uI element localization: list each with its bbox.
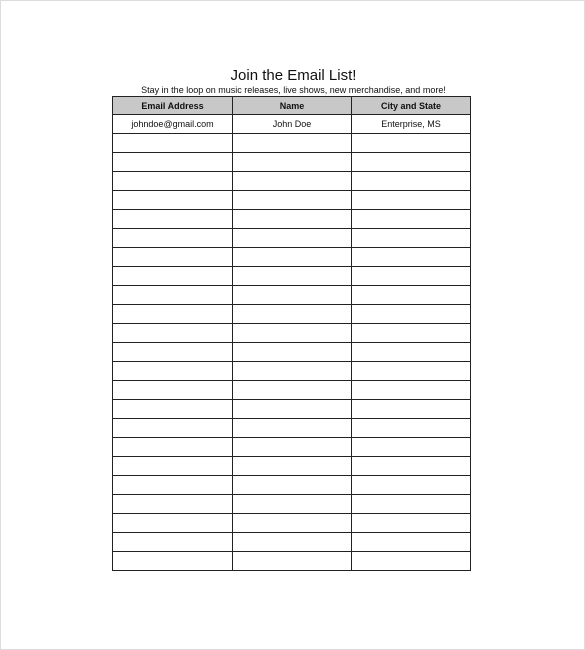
name-cell[interactable] (233, 514, 352, 533)
table-row (113, 267, 471, 286)
name-cell[interactable] (233, 248, 352, 267)
email-cell[interactable] (113, 362, 233, 381)
city-state-cell[interactable] (352, 343, 471, 362)
name-cell[interactable] (233, 305, 352, 324)
email-cell[interactable]: johndoe@gmail.com (113, 115, 233, 134)
table-row (113, 381, 471, 400)
city-state-cell[interactable] (352, 172, 471, 191)
city-state-cell[interactable]: Enterprise, MS (352, 115, 471, 134)
email-cell[interactable] (113, 191, 233, 210)
email-cell[interactable] (113, 457, 233, 476)
city-state-cell[interactable] (352, 495, 471, 514)
name-cell[interactable]: John Doe (233, 115, 352, 134)
city-state-cell[interactable] (352, 514, 471, 533)
email-cell[interactable] (113, 305, 233, 324)
email-cell[interactable] (113, 514, 233, 533)
city-state-cell[interactable] (352, 191, 471, 210)
city-state-cell[interactable] (352, 457, 471, 476)
city-state-cell[interactable] (352, 362, 471, 381)
email-cell[interactable] (113, 495, 233, 514)
email-cell[interactable] (113, 476, 233, 495)
table-row (113, 172, 471, 191)
email-cell[interactable] (113, 400, 233, 419)
city-state-cell[interactable] (352, 476, 471, 495)
table-row (113, 248, 471, 267)
city-state-cell[interactable] (352, 286, 471, 305)
table-row (113, 362, 471, 381)
table-row (113, 191, 471, 210)
name-cell[interactable] (233, 229, 352, 248)
name-cell[interactable] (233, 267, 352, 286)
table-row (113, 552, 471, 571)
name-cell[interactable] (233, 495, 352, 514)
name-cell[interactable] (233, 476, 352, 495)
table-row (113, 533, 471, 552)
table-row (113, 343, 471, 362)
city-state-cell[interactable] (352, 419, 471, 438)
table-row (113, 305, 471, 324)
email-cell[interactable] (113, 419, 233, 438)
city-state-cell[interactable] (352, 153, 471, 172)
name-cell[interactable] (233, 533, 352, 552)
table-row (113, 457, 471, 476)
city-state-cell[interactable] (352, 533, 471, 552)
table-row (113, 229, 471, 248)
name-cell[interactable] (233, 210, 352, 229)
name-cell[interactable] (233, 134, 352, 153)
name-cell[interactable] (233, 400, 352, 419)
name-cell[interactable] (233, 362, 352, 381)
name-cell[interactable] (233, 552, 352, 571)
city-state-cell[interactable] (352, 552, 471, 571)
page-title: Join the Email List! (230, 67, 357, 84)
email-cell[interactable] (113, 267, 233, 286)
city-state-cell[interactable] (352, 134, 471, 153)
name-cell[interactable] (233, 153, 352, 172)
name-cell[interactable] (233, 286, 352, 305)
email-cell[interactable] (113, 381, 233, 400)
email-cell[interactable] (113, 286, 233, 305)
table-row (113, 115, 471, 134)
email-cell[interactable] (113, 172, 233, 191)
email-cell[interactable] (113, 533, 233, 552)
name-cell[interactable] (233, 438, 352, 457)
email-cell[interactable] (113, 210, 233, 229)
email-cell[interactable] (113, 248, 233, 267)
email-cell[interactable] (113, 229, 233, 248)
city-state-cell[interactable] (352, 438, 471, 457)
column-header-name: Name (233, 97, 352, 115)
table-header-row (113, 97, 471, 115)
column-header-city-state: City and State (352, 97, 471, 115)
email-cell[interactable] (113, 438, 233, 457)
city-state-cell[interactable] (352, 324, 471, 343)
table-row (113, 438, 471, 457)
city-state-cell[interactable] (352, 229, 471, 248)
city-state-cell[interactable] (352, 305, 471, 324)
table-row (113, 324, 471, 343)
table-row (113, 495, 471, 514)
email-cell[interactable] (113, 552, 233, 571)
table-row (113, 400, 471, 419)
column-header-email: Email Address (113, 97, 233, 115)
table-row (113, 153, 471, 172)
name-cell[interactable] (233, 343, 352, 362)
email-cell[interactable] (113, 153, 233, 172)
table-row (113, 514, 471, 533)
name-cell[interactable] (233, 172, 352, 191)
city-state-cell[interactable] (352, 400, 471, 419)
city-state-cell[interactable] (352, 210, 471, 229)
name-cell[interactable] (233, 381, 352, 400)
email-cell[interactable] (113, 134, 233, 153)
table-row (113, 419, 471, 438)
name-cell[interactable] (233, 324, 352, 343)
city-state-cell[interactable] (352, 267, 471, 286)
city-state-cell[interactable] (352, 248, 471, 267)
table-row (113, 286, 471, 305)
signup-table (112, 96, 471, 571)
email-cell[interactable] (113, 324, 233, 343)
name-cell[interactable] (233, 419, 352, 438)
table-row (113, 210, 471, 229)
page-subtitle: Stay in the loop on music releases, live shows, new merchandise, and more! (141, 85, 446, 95)
table-row (113, 476, 471, 495)
city-state-cell[interactable] (352, 381, 471, 400)
table-row (113, 134, 471, 153)
email-cell[interactable] (113, 343, 233, 362)
name-cell[interactable] (233, 191, 352, 210)
name-cell[interactable] (233, 457, 352, 476)
